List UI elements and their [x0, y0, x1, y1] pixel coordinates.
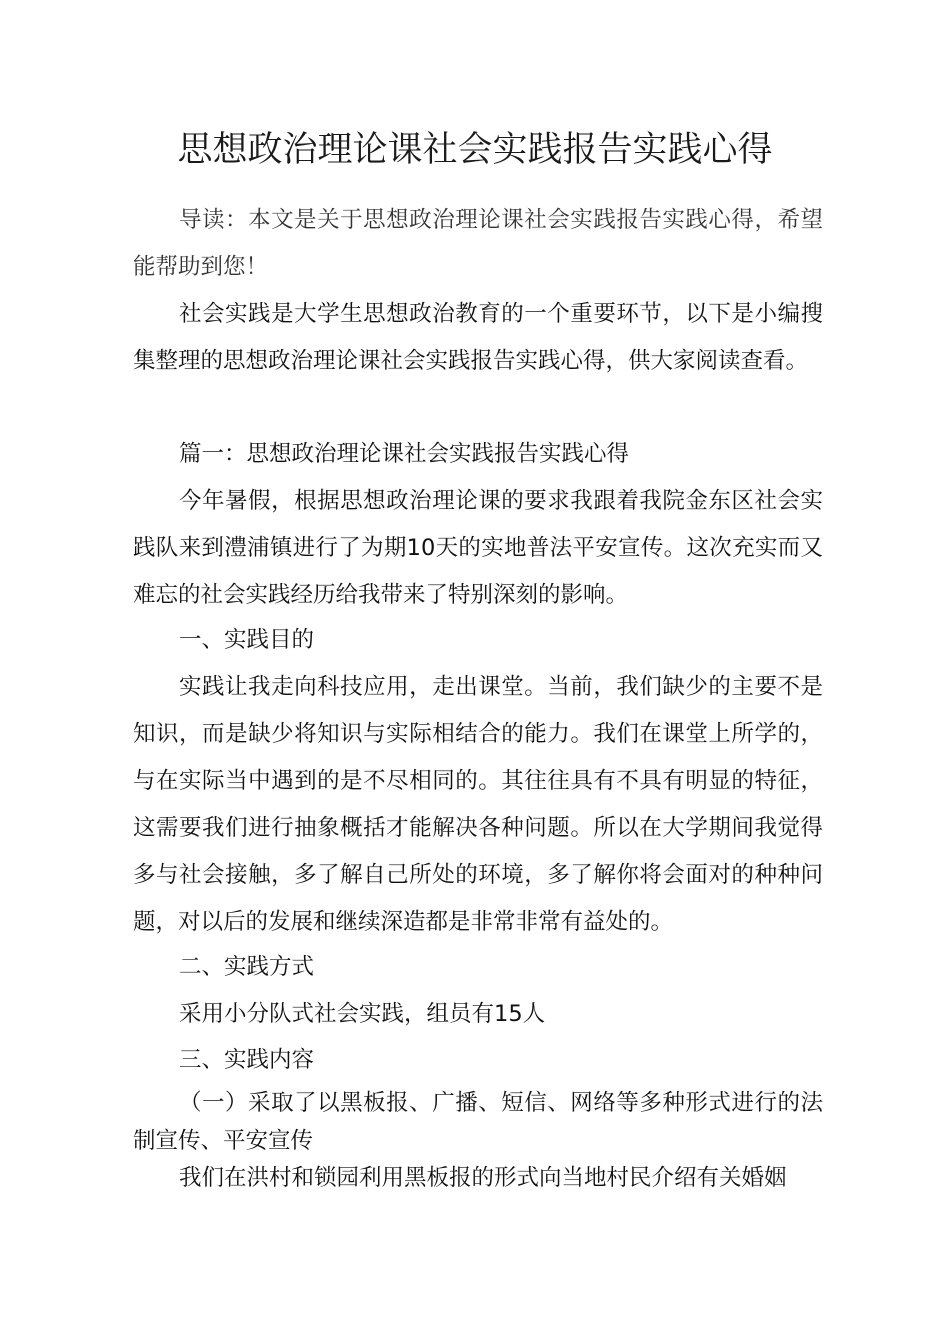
body-paragraph: 我们在洪村和锁园利用黑板报的形式向当地村民介绍有关婚姻	[179, 1165, 787, 1191]
lead-paragraph: 导读：本文是关于思想政治理论课社会实践报告实践心得，希望能帮助到您！	[133, 207, 823, 280]
body-paragraph: 实践让我走向科技应用，走出课堂。当前，我们缺少的主要不是知识，而是缺少将知识与实际相结合的能力。我们在课堂上所学的，与在实际当中遇到的是不尽相同的。其往往具有不具有明显的特征，这需要我们进行抽象概括才能解决各种问题。所以在大学期间我觉得多与社会接触，多了解自己所处的环境，多了解你将会面对的种种问题，对以后的发展和继续深造都是非常非常有益处的。	[133, 674, 823, 935]
intro-paragraph: 社会实践是大学生思想政治教育的一个重要环节，以下是小编搜集整理的思想政治理论课社会实践报告实践心得，供大家阅读查看。	[133, 301, 823, 374]
document-title: 思想政治理论课社会实践报告实践心得	[177, 130, 773, 170]
subsection-heading: （一）采取了以黑板报、广播、短信、网络等多种形式进行的法制宣传、平安宣传	[133, 1090, 823, 1154]
body-paragraph: 采用小分队式社会实践，组员有15人	[179, 1001, 546, 1027]
section-heading-part-one: 篇一：思想政治理论课社会实践报告实践心得	[179, 441, 630, 467]
section-heading-content: 三、实践内容	[179, 1047, 315, 1073]
section-heading-method: 二、实践方式	[179, 954, 315, 980]
section-heading-purpose: 一、实践目的	[179, 627, 315, 653]
body-paragraph: 今年暑假，根据思想政治理论课的要求我跟着我院金东区社会实践队来到澧浦镇进行了为期10天的实地普法平安宣传。这次充实而又难忘的社会实践经历给我带来了特别深刻的影响。	[133, 488, 823, 608]
